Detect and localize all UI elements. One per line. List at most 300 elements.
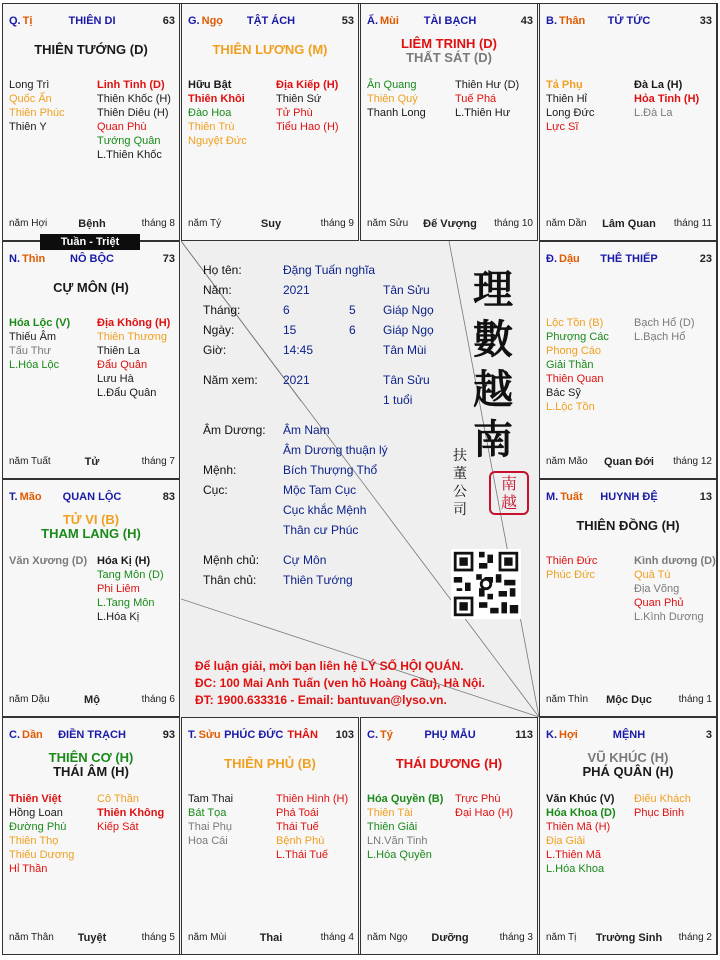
minor-star: Bát Tọa [188, 807, 227, 819]
minor-star: L.Thiên Mã [546, 849, 602, 861]
info-label: Mệnh: [203, 463, 237, 477]
info-value-lunar: 6 [349, 323, 356, 337]
calligraphy-small-char: 公 [453, 484, 467, 500]
minor-star: Tấu Thư [9, 345, 52, 357]
palace-name [9, 253, 175, 265]
center-info-panel [181, 241, 539, 717]
minor-star: Đào Hoa [188, 107, 232, 119]
palace-age: 33 [699, 15, 712, 27]
minor-star: Kiếp Sát [97, 821, 139, 833]
main-star: THIÊN TƯỚNG (D) [34, 42, 148, 57]
month-label: tháng 3 [499, 932, 533, 943]
minor-star: Quốc Ấn [9, 93, 52, 105]
minor-star: Thiên Sứ [276, 93, 322, 105]
minor-stars-right [634, 78, 699, 120]
info-value: Thân cư Phúc [283, 523, 359, 537]
minor-star: Văn Xương (D) [9, 555, 88, 567]
life-stage: Mộ [84, 694, 100, 706]
minor-stars-right [634, 792, 691, 820]
info-value: 14:45 [283, 343, 314, 357]
minor-stars-left [546, 316, 609, 414]
minor-star: Hồng Loan [9, 807, 63, 819]
minor-star: Lộc Tồn (B) [546, 317, 604, 329]
year-label: năm Mùi [188, 932, 227, 943]
palace-footer [546, 456, 712, 470]
info-value: Đặng Tuấn nghĩa [283, 263, 376, 277]
minor-star: L.Đà La [634, 107, 673, 119]
palace-name [188, 15, 354, 27]
minor-star: Phúc Đức [546, 569, 595, 581]
life-stage: Tử [84, 456, 100, 468]
palace-age: 23 [699, 253, 712, 265]
month-label: tháng 12 [673, 456, 712, 467]
tuan-triet-marker: Tuần - Triệt [40, 234, 140, 250]
minor-star: Quan Phù [97, 121, 147, 133]
minor-stars-left [9, 554, 87, 568]
minor-stars-left [546, 78, 594, 134]
main-star: THIÊN CƠ (H) [48, 750, 134, 765]
minor-star: L.Hóa Kị [97, 611, 140, 623]
year-label: năm Tý [188, 218, 222, 229]
minor-star: L.Lộc Tồn [546, 401, 595, 413]
minor-star: Bạch Hổ (D) [634, 317, 695, 329]
minor-star: Thiên Giải [367, 821, 418, 833]
main-star: CỰ MÔN (H) [53, 280, 129, 295]
calligraphy-subtitle [449, 447, 471, 519]
palace-title: ĐIỀN TRẠCH [58, 729, 126, 741]
palace-cell-mui[interactable] [360, 3, 538, 241]
info-value: 2021 [283, 373, 310, 387]
palace-cell-ty[interactable] [360, 717, 538, 955]
heavenly-stem: B. [546, 15, 557, 27]
palace-cell-mao[interactable] [2, 479, 180, 717]
palace-footer [9, 218, 175, 232]
info-label: Năm xem: [203, 373, 258, 387]
palace-footer [9, 456, 175, 470]
minor-star: Điếu Khách [634, 793, 691, 805]
minor-star: Thái Tuế [276, 821, 319, 833]
palace-title: MỆNH [612, 729, 646, 741]
month-label: tháng 7 [141, 456, 175, 467]
minor-star: Tử Phù [276, 107, 313, 119]
month-label: tháng 8 [141, 218, 175, 229]
minor-star: Thiên Diêu (H) [97, 107, 169, 119]
minor-stars-right [97, 316, 170, 400]
earthly-branch: Tý [380, 729, 393, 741]
month-label: tháng 9 [320, 218, 354, 229]
minor-star: Phi Liêm [97, 583, 140, 595]
minor-star: Thiên Hình (H) [276, 793, 349, 805]
year-label: năm Mão [546, 456, 588, 467]
palace-title: TẬT ÁCH [246, 15, 296, 27]
main-star: THẤT SÁT (D) [406, 50, 492, 65]
earthly-branch: Thìn [22, 253, 46, 265]
palace-cell-tuat[interactable] [539, 479, 717, 717]
palace-cell-dan[interactable] [2, 717, 180, 955]
life-stage: Dưỡng [431, 932, 469, 944]
minor-star: Đà La (H) [634, 79, 683, 91]
calligraphy-char: 南 [473, 416, 513, 463]
palace-name [546, 729, 712, 741]
minor-star: Linh Tinh (D) [97, 79, 165, 91]
qr-code-icon[interactable] [451, 549, 521, 619]
life-stage: Đế Vượng [423, 218, 477, 230]
minor-star: Quan Phủ [634, 597, 684, 609]
palace-header [9, 729, 175, 743]
calligraphy-title [463, 265, 523, 465]
earthly-branch: Tuất [560, 491, 583, 503]
minor-stars-right [97, 78, 171, 162]
palace-cell-suu[interactable] [181, 717, 359, 955]
minor-star: Thai Phụ [188, 821, 233, 833]
earthly-branch: Dần [22, 729, 43, 741]
earthly-branch: Mùi [380, 15, 399, 27]
palace-footer [9, 932, 175, 946]
heavenly-stem: M. [546, 491, 559, 503]
minor-star: Tả Phụ [546, 79, 583, 91]
minor-star: L.Thái Tuế [276, 849, 328, 861]
info-value-canchi: Giáp Ngọ [383, 303, 434, 317]
minor-star: L.Hóa Quyền [367, 849, 432, 861]
minor-star: L.Đẩu Quân [97, 387, 157, 399]
palace-title: QUAN LỘC [62, 491, 122, 503]
minor-star: Phục Binh [634, 807, 685, 819]
minor-star: Thiên Hư (D) [455, 79, 520, 91]
minor-star: Hóa Khoa (D) [546, 807, 616, 819]
month-label: tháng 6 [141, 694, 175, 705]
minor-star: Cô Thần [97, 793, 139, 805]
earthly-branch: Sửu [198, 729, 221, 741]
info-value: Âm Nam [283, 423, 330, 437]
minor-star: Đẩu Quân [97, 359, 148, 371]
minor-star: Thiên La [97, 345, 140, 357]
heavenly-stem: N. [9, 253, 20, 265]
palace-header [367, 15, 533, 29]
minor-star: LN.Văn Tinh [367, 835, 428, 847]
life-stage: Trường Sinh [595, 932, 663, 944]
minor-star: L.Hóa Lộc [9, 359, 60, 371]
minor-star: Nguyệt Đức [188, 135, 247, 147]
month-label: tháng 11 [673, 218, 712, 229]
than-marker: THÂN [287, 729, 318, 741]
minor-star: Hóa Kị (H) [97, 555, 151, 567]
palace-header [546, 253, 712, 267]
minor-stars-left [367, 78, 426, 120]
minor-star: Hóa Lộc (V) [9, 317, 71, 329]
year-label: năm Tị [546, 932, 577, 943]
minor-star: Văn Khúc (V) [546, 793, 615, 805]
earthly-branch: Mão [19, 491, 42, 503]
calligraphy-small-char: 司 [453, 502, 467, 518]
life-stage: Quan Đới [604, 456, 654, 468]
minor-star: L.Thiên Hư [455, 107, 511, 119]
main-star: THIÊN ĐỒNG (H) [576, 518, 680, 533]
palace-footer [9, 694, 175, 708]
minor-star: Hoa Cái [188, 835, 228, 847]
minor-star: Lực Sĩ [546, 121, 579, 133]
heavenly-stem: Q. [9, 15, 21, 27]
year-label: năm Dậu [9, 694, 50, 705]
palace-header [188, 729, 354, 743]
minor-star: Hỏa Tinh (H) [634, 93, 700, 105]
palace-name [546, 253, 712, 265]
main-star: THIÊN LƯƠNG (M) [212, 42, 328, 57]
minor-star: L.Kình Dương [634, 611, 704, 623]
heavenly-stem: Ấ. [367, 15, 378, 27]
minor-star: Thanh Long [367, 107, 426, 119]
heavenly-stem: Đ. [546, 253, 557, 265]
palace-header [9, 15, 175, 29]
minor-star: Tam Thai [188, 793, 234, 805]
minor-star: Bác Sỹ [546, 387, 581, 399]
palace-title: TÀI BẠCH [423, 15, 477, 27]
palace-header [9, 491, 175, 505]
info-value: Mộc Tam Cục [283, 483, 357, 497]
palace-header [546, 729, 712, 743]
heavenly-stem: K. [546, 729, 557, 741]
minor-star: Hữu Bật [188, 79, 232, 91]
minor-stars-right [97, 792, 164, 834]
main-star: LIÊM TRINH (D) [400, 36, 498, 51]
palace-cell-ti[interactable] [2, 3, 180, 241]
info-value: Cục khắc Mệnh [283, 503, 367, 517]
life-stage: Thai [259, 932, 283, 944]
main-star: TỬ VI (B) [62, 512, 120, 527]
heavenly-stem: T. [188, 729, 197, 741]
minor-stars-right [634, 316, 695, 344]
minor-star: Thiên Khốc (H) [97, 93, 171, 105]
minor-star: Thiên Quan [546, 373, 604, 385]
year-label: năm Sửu [367, 218, 409, 229]
minor-stars-left [188, 792, 233, 848]
calligraphy-char: 越 [473, 366, 513, 413]
minor-star: Thiên Thương [97, 331, 168, 343]
palace-age: 83 [162, 491, 175, 503]
year-label: năm Dần [546, 218, 587, 229]
palace-age: 53 [341, 15, 354, 27]
minor-star: Thiên Hỉ [546, 93, 587, 105]
info-value: Bích Thượng Thổ [283, 463, 378, 477]
minor-star: Long Đức [546, 107, 595, 119]
info-value-canchi: Tân Sửu [383, 373, 430, 387]
contact-line: Để luận giải, mời bạn liên hệ LÝ SỐ HỘI QUÁN. [195, 659, 464, 673]
palace-title: THÊ THIẾP [600, 253, 658, 265]
main-star: THÁI DƯƠNG (H) [395, 756, 503, 771]
minor-star: Thiên Mã (H) [546, 821, 611, 833]
minor-star: Quả Tú [634, 569, 671, 581]
info-value: 6 [283, 303, 290, 317]
info-value: Cự Môn [283, 553, 327, 567]
earthly-branch: Dậu [559, 253, 580, 265]
earthly-branch: Thân [559, 15, 586, 27]
palace-age: 103 [335, 729, 354, 741]
month-label: tháng 4 [320, 932, 354, 943]
info-value-canchi: 1 tuổi [383, 393, 413, 407]
minor-stars-right [455, 78, 519, 120]
minor-stars-right [276, 792, 348, 862]
minor-star: Tiểu Hao (H) [276, 121, 339, 133]
info-value: Âm Dương thuận lý [283, 443, 388, 457]
main-star: PHÁ QUÂN (H) [582, 764, 674, 779]
info-value-canchi: Giáp Ngọ [383, 323, 434, 337]
minor-star: L.Thiên Khốc [97, 149, 162, 161]
minor-star: L.Tang Môn [97, 597, 155, 609]
palace-footer [367, 218, 533, 232]
main-star: VŨ KHÚC (H) [587, 750, 669, 765]
life-stage: Bệnh [78, 218, 106, 230]
palace-title: HUYNH ĐỆ [600, 491, 658, 503]
minor-star: L.Bạch Hổ [634, 331, 686, 343]
palace-footer [546, 694, 712, 708]
palace-title: PHÚC ĐỨC [224, 729, 284, 741]
minor-stars-right [97, 554, 164, 624]
earthly-branch: Hợi [559, 729, 578, 741]
info-label: Giờ: [203, 343, 227, 357]
minor-stars-left [188, 78, 247, 148]
minor-star: Thiên Trù [188, 121, 235, 133]
info-value-lunar: 5 [349, 303, 356, 317]
heavenly-stem: C. [9, 729, 20, 741]
palace-header [9, 253, 175, 267]
month-label: tháng 1 [678, 694, 712, 705]
palace-age: 3 [705, 729, 712, 741]
palace-title: PHỤ MẪU [424, 729, 476, 741]
minor-star: Giải Thần [546, 359, 594, 371]
info-label: Ngày: [203, 323, 235, 337]
minor-star: Thiên Việt [9, 793, 62, 805]
minor-star: Long Trì [9, 79, 50, 91]
contact-line: ĐC: 100 Mai Anh Tuấn (ven hồ Hoàng Cầu), Hà Nội. [195, 676, 486, 690]
palace-cell-thin[interactable] [2, 241, 180, 479]
minor-stars-left [9, 316, 70, 372]
minor-star: L.Hóa Khoa [546, 863, 605, 875]
minor-stars-left [9, 792, 74, 876]
minor-star: Hóa Quyền (B) [367, 793, 444, 805]
info-value: 15 [283, 323, 297, 337]
minor-star: Hỉ Thần [9, 863, 48, 875]
palace-name [546, 491, 712, 503]
calligraphy-small-char: 扶 [453, 448, 467, 464]
minor-star: Phá Toái [276, 807, 319, 819]
minor-star: Thiên Đức [546, 555, 598, 567]
palace-age: 13 [699, 491, 712, 503]
palace-title: TỬ TỨC [607, 15, 651, 27]
heavenly-stem: G. [188, 15, 200, 27]
info-label: Thân chủ: [203, 573, 257, 587]
palace-header [188, 15, 354, 29]
info-label: Mệnh chủ: [203, 553, 260, 567]
minor-stars-right [634, 554, 716, 624]
life-stage: Suy [260, 218, 282, 230]
minor-star: Thiếu Âm [9, 331, 57, 343]
minor-star: Thiên Quý [367, 93, 418, 105]
minor-star: Thiên Tài [367, 807, 413, 819]
minor-star: Lưu Hà [97, 373, 134, 385]
info-label: Âm Dương: [203, 423, 266, 437]
life-stage: Mộc Dục [606, 694, 652, 706]
main-star: THIÊN PHỦ (B) [224, 756, 316, 771]
red-seal-stamp: 南 越 [489, 471, 529, 515]
palace-cell-dau[interactable] [539, 241, 717, 479]
minor-star: Kình dương (D) [634, 555, 716, 567]
minor-star: Phong Cáo [546, 345, 602, 357]
month-label: tháng 10 [494, 218, 533, 229]
palace-age: 63 [162, 15, 175, 27]
palace-footer [188, 218, 354, 232]
calligraphy-char: 理 [473, 266, 513, 313]
minor-star: Ân Quang [367, 79, 417, 91]
year-label: năm Tuất [9, 456, 51, 467]
month-label: tháng 5 [141, 932, 175, 943]
info-label: Họ tên: [203, 263, 242, 277]
earthly-branch: Tị [22, 15, 33, 27]
palace-name [9, 729, 175, 741]
palace-header [546, 15, 712, 29]
minor-star: Tướng Quân [97, 135, 161, 147]
earthly-branch: Ngọ [201, 15, 224, 27]
minor-stars-right [276, 78, 339, 134]
minor-star: Phượng Các [546, 331, 609, 343]
minor-star: Thiên Phúc [9, 107, 65, 119]
info-label: Cục: [203, 483, 228, 497]
calligraphy-small-char: 董 [453, 466, 467, 482]
palace-footer [546, 932, 712, 946]
minor-star: Thiên Thọ [9, 835, 59, 847]
heavenly-stem: C. [367, 729, 378, 741]
minor-star: Thiên Y [9, 121, 47, 133]
heavenly-stem: T. [9, 491, 18, 503]
minor-star: Thiên Khôi [188, 93, 245, 105]
info-value: Thiên Tướng [283, 573, 353, 587]
info-label: Năm: [203, 283, 232, 297]
calligraphy-char: 數 [473, 316, 513, 363]
minor-star: Địa Không (H) [97, 317, 171, 329]
minor-star: Trực Phù [455, 793, 501, 805]
minor-stars-left [546, 554, 597, 582]
palace-age: 73 [162, 253, 175, 265]
minor-star: Đại Hao (H) [455, 807, 514, 819]
palace-name [188, 729, 354, 741]
minor-star: Thiếu Dương [9, 849, 75, 861]
minor-stars-right [455, 792, 513, 820]
palace-cell-than[interactable] [539, 3, 717, 241]
minor-star: Tuế Phá [455, 93, 497, 105]
info-value: 2021 [283, 283, 310, 297]
minor-star: Bệnh Phù [276, 835, 325, 847]
palace-name [546, 15, 712, 27]
info-value-canchi: Tân Sửu [383, 283, 430, 297]
year-label: năm Hợi [9, 218, 48, 229]
palace-age: 93 [162, 729, 175, 741]
info-value-canchi: Tân Mùi [383, 343, 427, 357]
palace-name [9, 15, 175, 27]
palace-name [367, 15, 533, 27]
minor-stars-left [546, 792, 616, 876]
palace-name [9, 491, 175, 503]
palace-title: THIÊN DI [68, 15, 116, 27]
life-stage: Tuyệt [77, 932, 107, 944]
year-label: năm Thìn [546, 694, 589, 705]
palace-footer [367, 932, 533, 946]
minor-star: Địa Võng [634, 583, 680, 595]
palace-header [546, 491, 712, 505]
palace-header [367, 729, 533, 743]
year-label: năm Ngọ [367, 932, 408, 943]
palace-cell-hoi[interactable] [539, 717, 717, 955]
minor-stars-left [367, 792, 443, 862]
palace-cell-ngo[interactable] [181, 3, 359, 241]
main-star: THÁI ÂM (H) [53, 764, 129, 779]
